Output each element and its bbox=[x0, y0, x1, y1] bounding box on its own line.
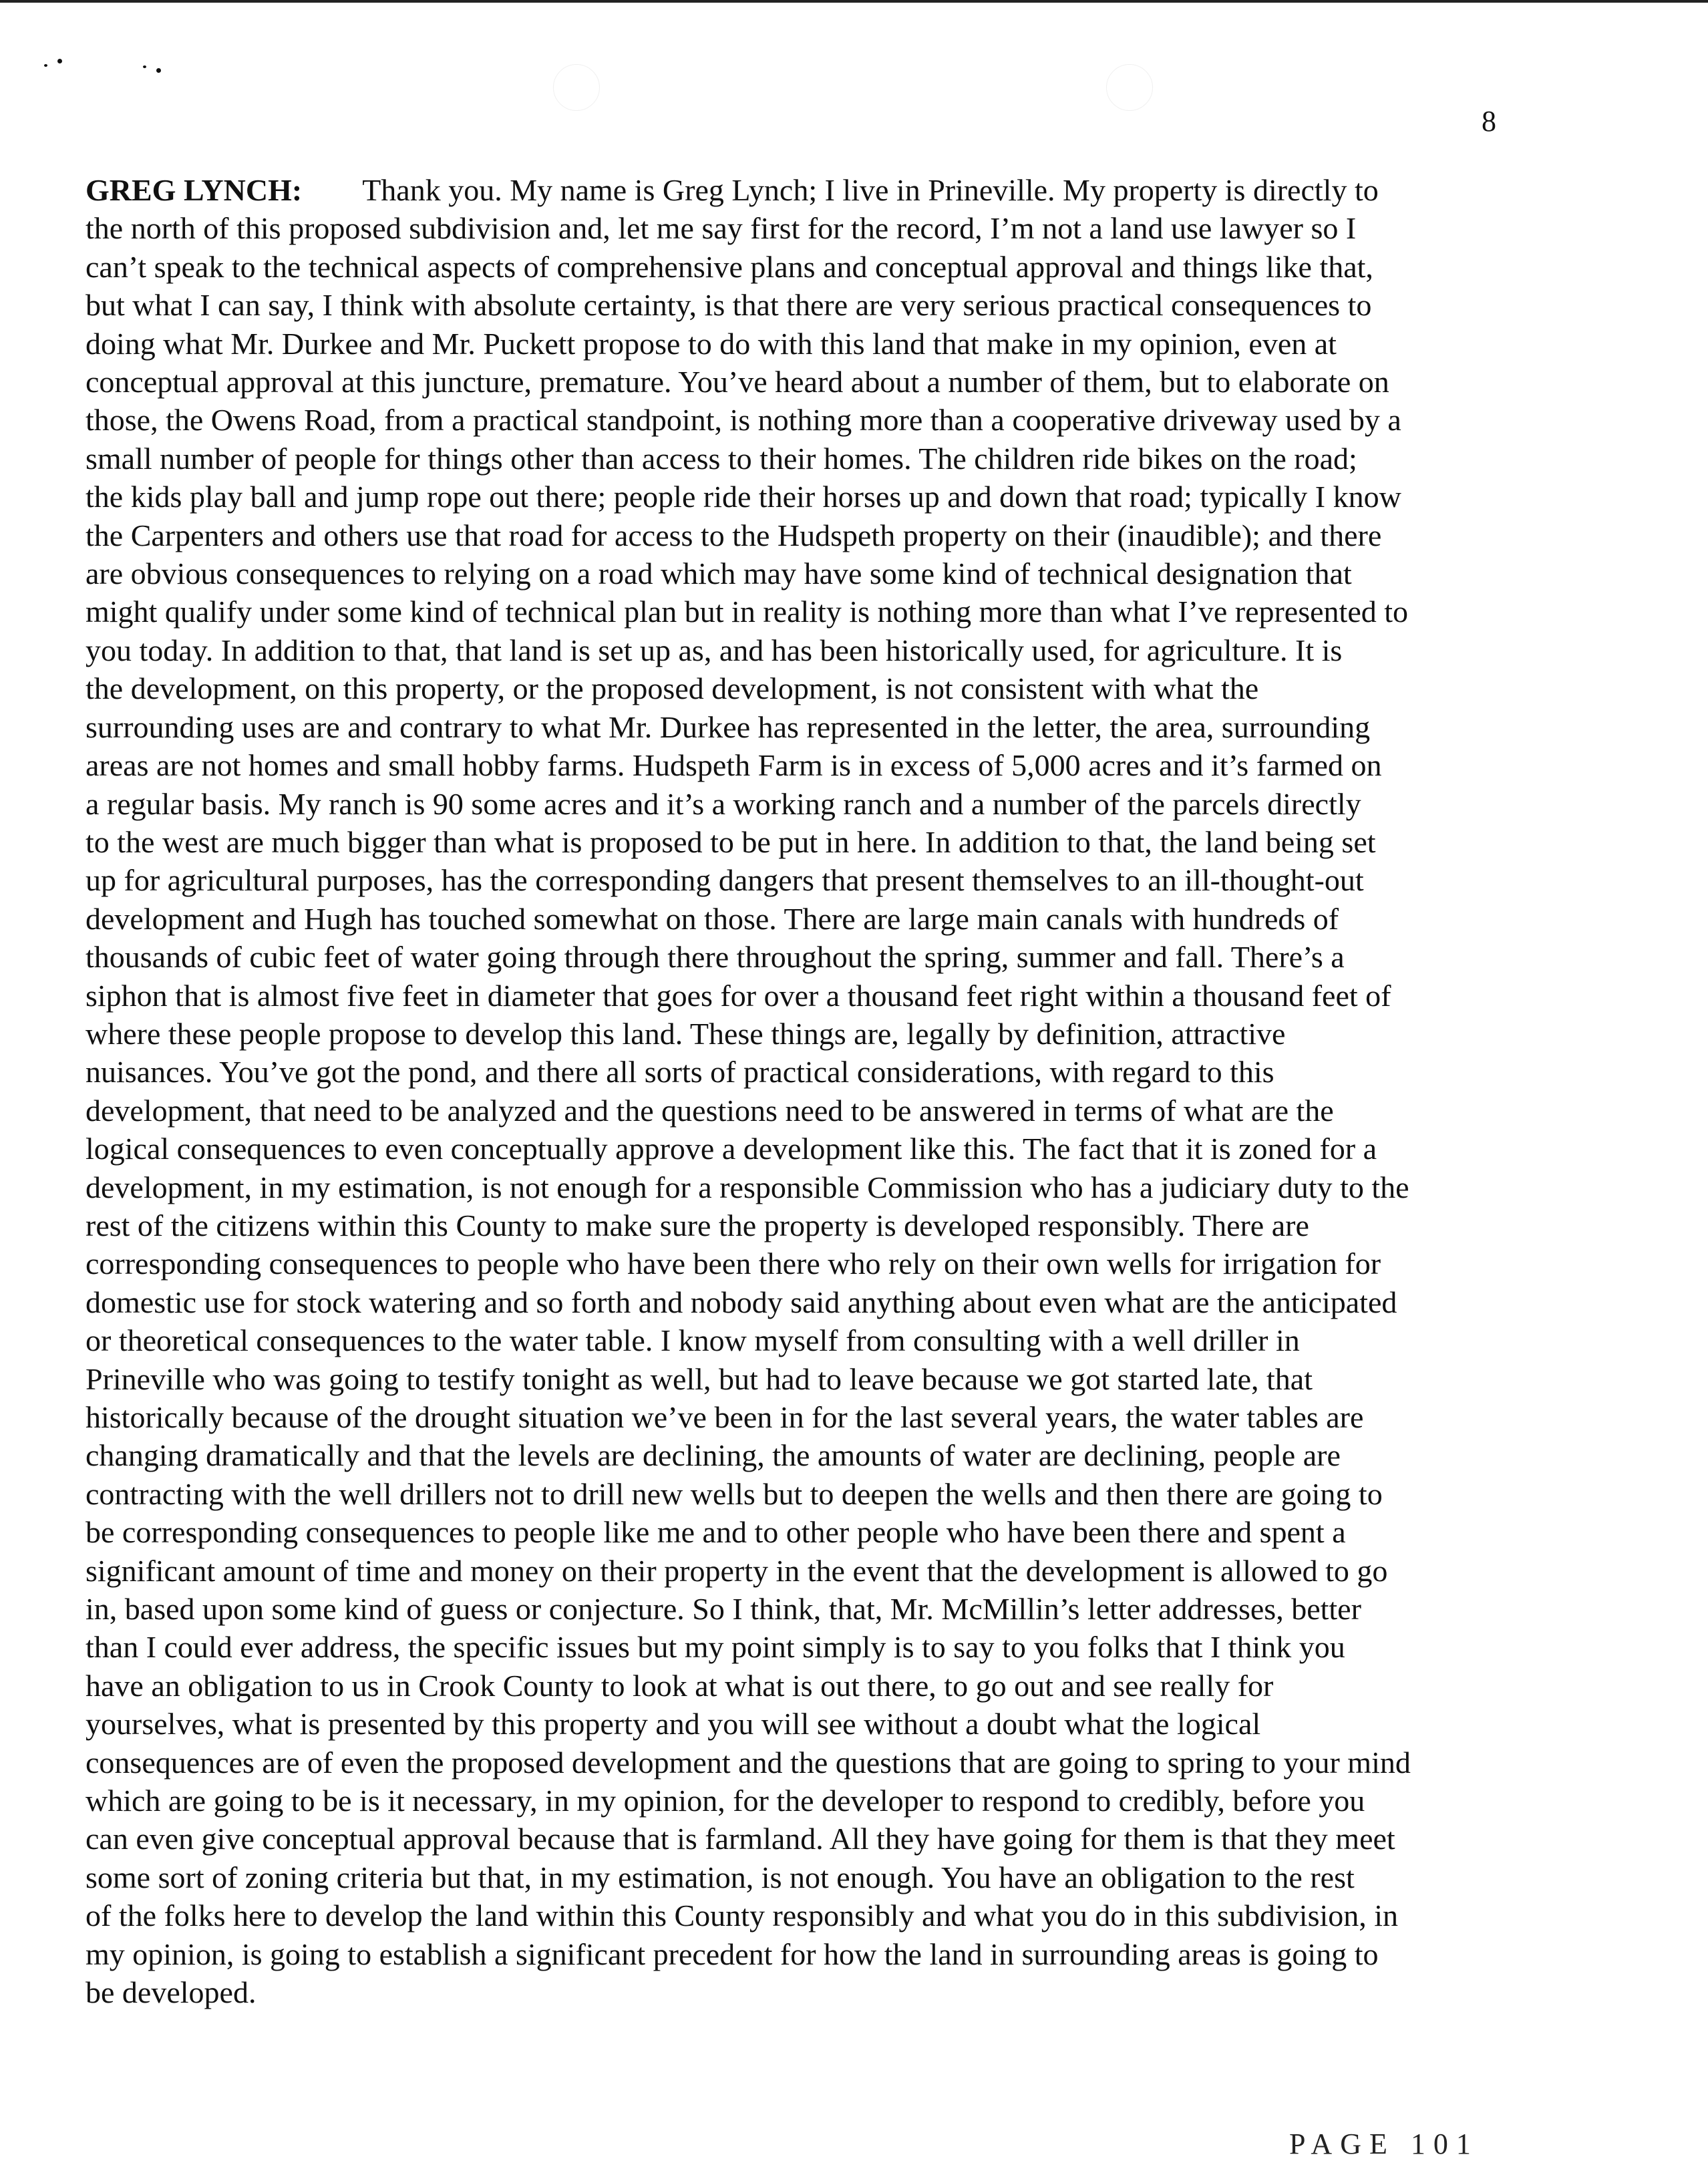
scan-speck bbox=[143, 65, 146, 68]
testimony-line: Prineville who was going to testify tonight as well, but had to leave because we got started late, that bbox=[86, 1361, 1313, 1396]
testimony-line: corresponding consequences to people who have been there who rely on their own wells for irrigation for bbox=[86, 1246, 1381, 1281]
testimony-line: changing dramatically and that the levels are declining, the amounts of water are declining, people are bbox=[86, 1438, 1341, 1473]
testimony-line: logical consequences to even conceptually approve a development like this. The fact that it is zoned for a bbox=[86, 1132, 1377, 1166]
testimony-line: thousands of cubic feet of water going through there throughout the spring, summer and fall. There’s a bbox=[86, 940, 1345, 975]
testimony-line: than I could ever address, the specific issues but my point simply is to say to you folks that I think you bbox=[86, 1630, 1345, 1665]
testimony-line: the Carpenters and others use that road for access to the Hudspeth property on their (inaudible); and there bbox=[86, 518, 1382, 552]
testimony-line: development, in my estimation, is not enough for a responsible Commission who has a judiciary duty to the bbox=[86, 1170, 1409, 1204]
punch-hole-left bbox=[553, 64, 600, 111]
testimony-line: be corresponding consequences to people like me and to other people who have been there and spent a bbox=[86, 1515, 1346, 1550]
testimony-line: those, the Owens Road, from a practical standpoint, is nothing more than a cooperative driveway used by a bbox=[86, 403, 1401, 438]
testimony-line: to the west are much bigger than what is proposed to be put in here. In addition to that, the land being set bbox=[86, 824, 1376, 859]
testimony-line: surrounding uses are and contrary to what Mr. Durkee has represented in the letter, the area, surrounding bbox=[86, 709, 1371, 744]
testimony-line: consequences are of even the proposed development and the questions that are going to spring to your mind bbox=[86, 1745, 1411, 1780]
testimony-line: yourselves, what is presented by this property and you will see without a doubt what the logical bbox=[86, 1707, 1261, 1741]
testimony-line: of the folks here to develop the land within this County responsibly and what you do in this subdivision, in bbox=[86, 1898, 1399, 1933]
testimony-line: the kids play ball and jump rope out there; people ride their horses up and down that road; typically I know bbox=[86, 480, 1401, 514]
testimony-line: might qualify under some kind of technical plan but in reality is nothing more than what I’ve represented to bbox=[86, 595, 1409, 629]
scan-speck bbox=[44, 64, 47, 67]
testimony-line: are obvious consequences to relying on a road which may have some kind of technical designation that bbox=[86, 556, 1352, 591]
testimony-line: or theoretical consequences to the water table. I know myself from consulting with a well driller in bbox=[86, 1323, 1300, 1358]
testimony-line: where these people propose to develop this land. These things are, legally by definition, attractive bbox=[86, 1016, 1286, 1051]
speaker-label: GREG LYNCH: bbox=[86, 173, 303, 207]
testimony-line: in, based upon some kind of guess or conjecture. So I think, that, Mr. McMillin’s letter addresses, better bbox=[86, 1592, 1361, 1627]
testimony-line: GREG LYNCH: Thank you. My name is Greg Lynch; I live in Prineville. My property is directly to bbox=[86, 173, 1379, 207]
testimony-line: but what I can say, I think with absolute certainty, is that there are very serious practical consequences to bbox=[86, 288, 1372, 323]
testimony-line: the development, on this property, or the proposed development, is not consistent with what the bbox=[86, 671, 1259, 706]
testimony-line: conceptual approval at this juncture, premature. You’ve heard about a number of them, but to elaborate on bbox=[86, 365, 1389, 399]
testimony-line: up for agricultural purposes, has the corresponding dangers that present themselves to an ill-thought-out bbox=[86, 863, 1364, 898]
testimony-line: you today. In addition to that, that land is set up as, and has been historically used, for agriculture. It is bbox=[86, 633, 1343, 667]
testimony-line: development and Hugh has touched somewhat on those. There are large main canals with hundreds of bbox=[86, 901, 1339, 936]
testimony-line: my opinion, is going to establish a significant precedent for how the land in surrounding areas is going to bbox=[86, 1937, 1379, 1971]
testimony-line: development, that need to be analyzed and the questions need to be answered in terms of what are the bbox=[86, 1093, 1334, 1128]
testimony-line: some sort of zoning criteria but that, in my estimation, is not enough. You have an obligation to the rest bbox=[86, 1860, 1355, 1894]
top-edge-rule bbox=[0, 0, 1708, 3]
testimony-line: a regular basis. My ranch is 90 some acres and it’s a working ranch and a number of the parcels directly bbox=[86, 786, 1361, 821]
testimony-line: can even give conceptual approval because that is farmland. All they have going for them is that they meet bbox=[86, 1822, 1395, 1856]
testimony-line: be developed. bbox=[86, 1975, 257, 2010]
testimony-line: rest of the citizens within this County to make sure the property is developed responsibly. There are bbox=[86, 1208, 1309, 1242]
testimony-line: doing what Mr. Durkee and Mr. Puckett propose to do with this land that make in my opinion, even at bbox=[86, 326, 1337, 361]
testimony-line: can’t speak to the technical aspects of comprehensive plans and conceptual approval and things like that, bbox=[86, 249, 1373, 284]
testimony-line: have an obligation to us in Crook County to look at what is out there, to go out and see really for bbox=[86, 1668, 1274, 1703]
page-number: 8 bbox=[1482, 105, 1496, 138]
testimony-line: historically because of the drought situation we’ve been in for the last several years, the water tables are bbox=[86, 1400, 1364, 1434]
scan-speck bbox=[57, 59, 62, 63]
testimony-line: the north of this proposed subdivision and, let me say first for the record, I’m not a land use lawyer so I bbox=[86, 211, 1357, 246]
testimony-line: which are going to be is it necessary, in my opinion, for the developer to respond to credibly, before you bbox=[86, 1784, 1365, 1818]
testimony-line: contracting with the well drillers not to drill new wells but to deepen the wells and then there are going to bbox=[86, 1476, 1383, 1511]
testimony-text bbox=[86, 171, 1595, 2012]
punch-hole-right bbox=[1106, 64, 1153, 111]
testimony-line: areas are not homes and small hobby farms. Hudspeth Farm is in excess of 5,000 acres and it’s farmed on bbox=[86, 748, 1382, 783]
testimony-line: significant amount of time and money on their property in the event that the development is allowed to go bbox=[86, 1553, 1388, 1588]
testimony-line: small number of people for things other than access to their homes. The children ride bikes on the road; bbox=[86, 441, 1357, 476]
testimony-line: siphon that is almost five feet in diameter that goes for over a thousand feet right within a thousand feet of bbox=[86, 978, 1391, 1013]
testimony-line: nuisances. You’ve got the pond, and there all sorts of practical considerations, with regard to this bbox=[86, 1055, 1274, 1089]
scan-speck bbox=[156, 68, 161, 73]
page-stamp: PAGE 101 bbox=[1289, 2128, 1479, 2160]
testimony-line: domestic use for stock watering and so forth and nobody said anything about even what are the anticipated bbox=[86, 1285, 1397, 1319]
